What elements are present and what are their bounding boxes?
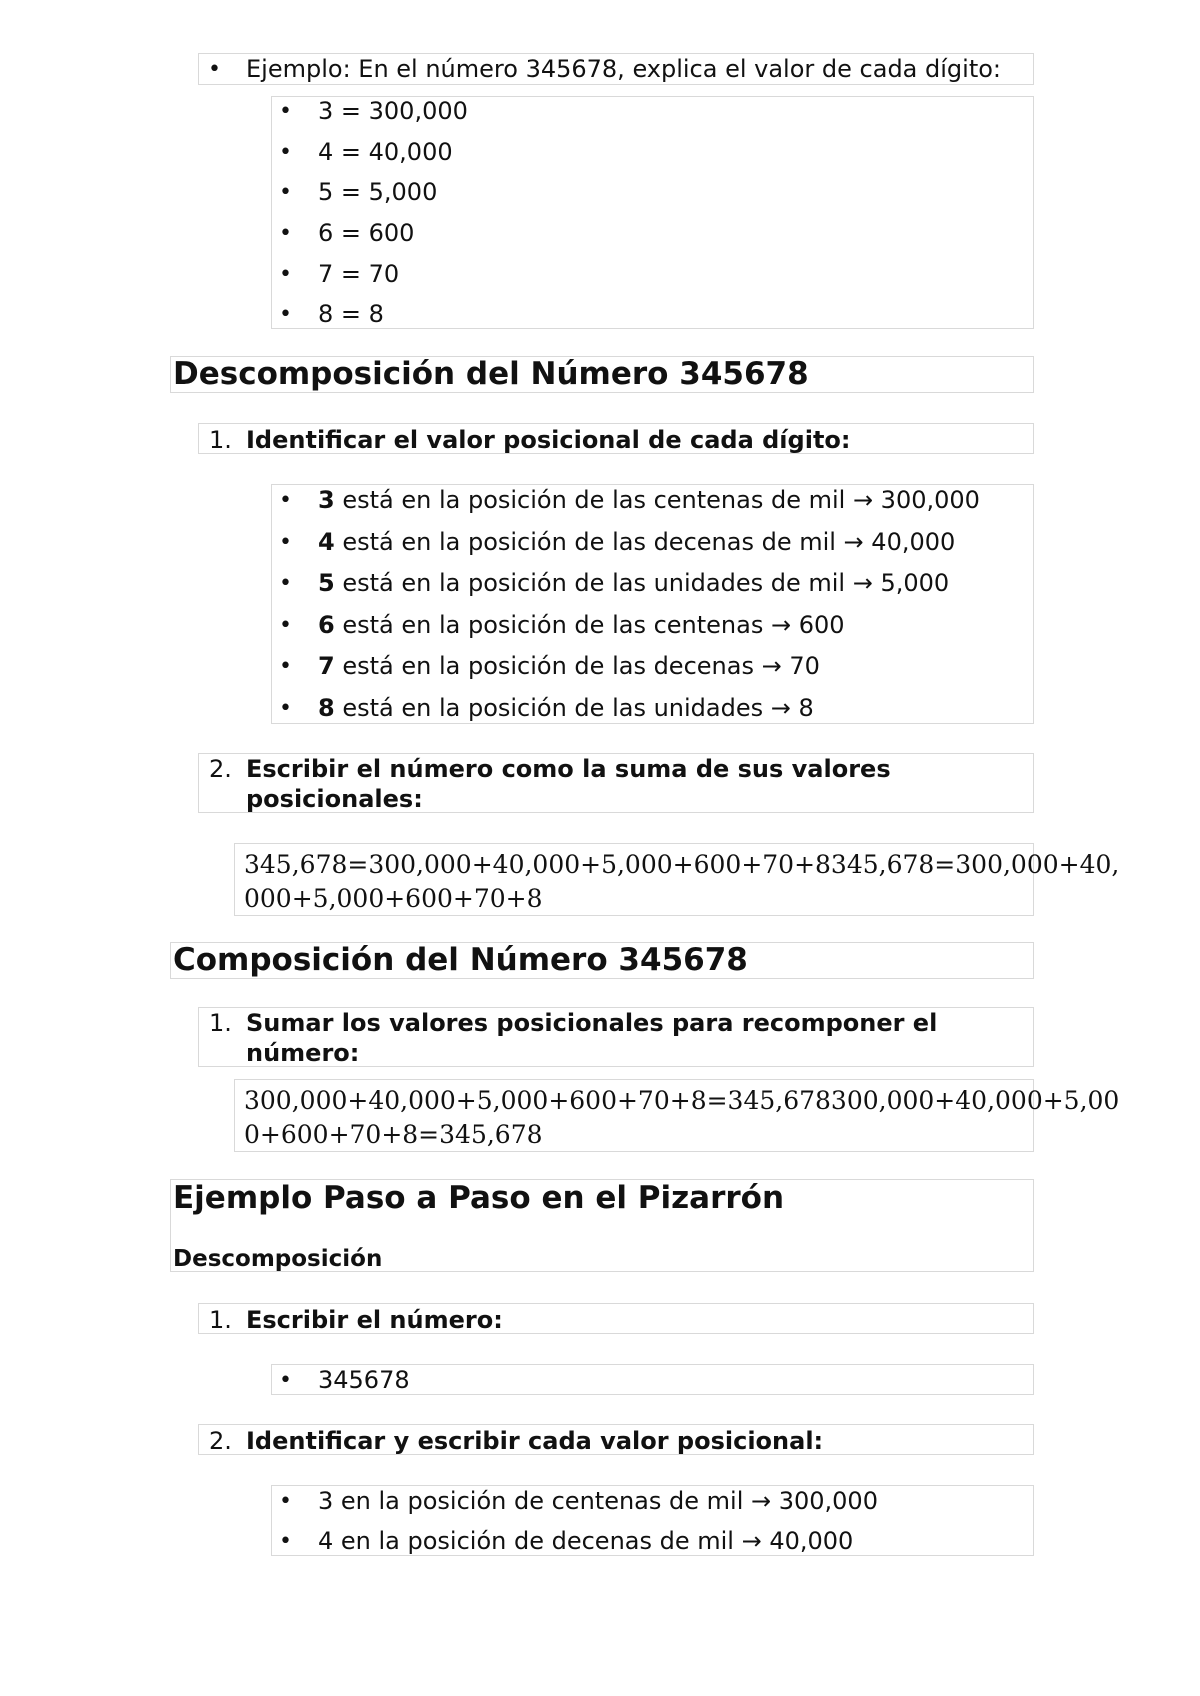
intro-values-list bbox=[271, 96, 1034, 329]
bullet: • bbox=[279, 1489, 292, 1514]
digit: 7 bbox=[318, 652, 335, 680]
step-number: 1. bbox=[209, 1306, 232, 1334]
list-item: 3 = 300,000 bbox=[318, 97, 468, 125]
decomposition-equation: 345,678=300,000+40,000+5,000+600+70+8345,678=300,000+40, bbox=[244, 850, 1120, 879]
bullet: • bbox=[279, 140, 292, 165]
bullet: • bbox=[279, 530, 292, 555]
composition-step1-label: Sumar los valores posicionales para recomponer el bbox=[246, 1009, 938, 1037]
list-item: 8 = 8 bbox=[318, 300, 384, 328]
step-number: 1. bbox=[209, 1009, 232, 1037]
decomposition-heading: Descomposición del Número 345678 bbox=[173, 356, 809, 392]
list-item: 5 = 5,000 bbox=[318, 178, 438, 206]
list-item bbox=[318, 613, 845, 637]
intro-example-text: Ejemplo: En el número 345678, explica el valor de cada dígito: bbox=[246, 55, 1001, 83]
bullet: • bbox=[279, 221, 292, 246]
board-heading: Ejemplo Paso a Paso en el Pizarrón bbox=[173, 1180, 785, 1216]
digit-position-text: está en la posición de las decenas de mil → 40,000 bbox=[334, 528, 956, 556]
composition-heading: Composición del Número 345678 bbox=[173, 942, 748, 978]
composition-equation: 300,000+40,000+5,000+600+70+8=345,678300,000+40,000+5,00 bbox=[244, 1086, 1120, 1115]
list-item: 4 = 40,000 bbox=[318, 138, 453, 166]
list-item bbox=[318, 571, 949, 595]
bullet: • bbox=[279, 488, 292, 513]
bullet: • bbox=[279, 1368, 292, 1393]
board-step1-label: Escribir el número: bbox=[246, 1306, 503, 1334]
list-item: 7 = 70 bbox=[318, 260, 400, 288]
bullet: • bbox=[279, 1529, 292, 1554]
decomposition-step1-label: Identificar el valor posicional de cada dígito: bbox=[246, 426, 851, 454]
composition-step1-label-cont: número: bbox=[246, 1039, 360, 1067]
digit: 6 bbox=[318, 611, 335, 639]
bullet: • bbox=[208, 57, 221, 82]
digit-position-text: está en la posición de las centenas de mil → 300,000 bbox=[334, 486, 980, 514]
bullet: • bbox=[279, 262, 292, 287]
step-number: 2. bbox=[209, 1427, 232, 1455]
decomposition-step2-label: Escribir el número como la suma de sus valores bbox=[246, 755, 891, 783]
step-number: 2. bbox=[209, 755, 232, 783]
digit: 8 bbox=[318, 694, 335, 722]
decomposition-step1-list bbox=[271, 484, 1034, 724]
digit-position-text: está en la posición de las unidades → 8 bbox=[334, 694, 814, 722]
digit: 3 bbox=[318, 486, 335, 514]
list-item bbox=[318, 530, 955, 554]
board-subheading: Descomposición bbox=[173, 1246, 383, 1272]
list-item: 6 = 600 bbox=[318, 219, 415, 247]
bullet: • bbox=[279, 696, 292, 721]
bullet: • bbox=[279, 571, 292, 596]
bullet: • bbox=[279, 654, 292, 679]
decomposition-step2-label-cont: posicionales: bbox=[246, 785, 423, 813]
list-item bbox=[318, 488, 980, 512]
step-number: 1. bbox=[209, 426, 232, 454]
digit-position-text: está en la posición de las decenas → 70 bbox=[334, 652, 820, 680]
list-item: 3 en la posición de centenas de mil → 300,000 bbox=[318, 1487, 878, 1515]
digit: 4 bbox=[318, 528, 335, 556]
list-item: 345678 bbox=[318, 1366, 410, 1394]
bullet: • bbox=[279, 302, 292, 327]
digit: 5 bbox=[318, 569, 335, 597]
bullet: • bbox=[279, 613, 292, 638]
digit-position-text: está en la posición de las unidades de mil → 5,000 bbox=[334, 569, 950, 597]
board-step2-label: Identificar y escribir cada valor posicional: bbox=[246, 1427, 824, 1455]
bullet: • bbox=[279, 180, 292, 205]
digit-position-text: está en la posición de las centenas → 600 bbox=[334, 611, 845, 639]
decomposition-equation-cont: 000+5,000+600+70+8 bbox=[244, 884, 543, 913]
list-item bbox=[318, 696, 814, 720]
composition-equation-cont: 0+600+70+8=345,678 bbox=[244, 1120, 543, 1149]
list-item bbox=[318, 654, 820, 678]
bullet: • bbox=[279, 99, 292, 124]
list-item: 4 en la posición de decenas de mil → 40,000 bbox=[318, 1527, 854, 1555]
